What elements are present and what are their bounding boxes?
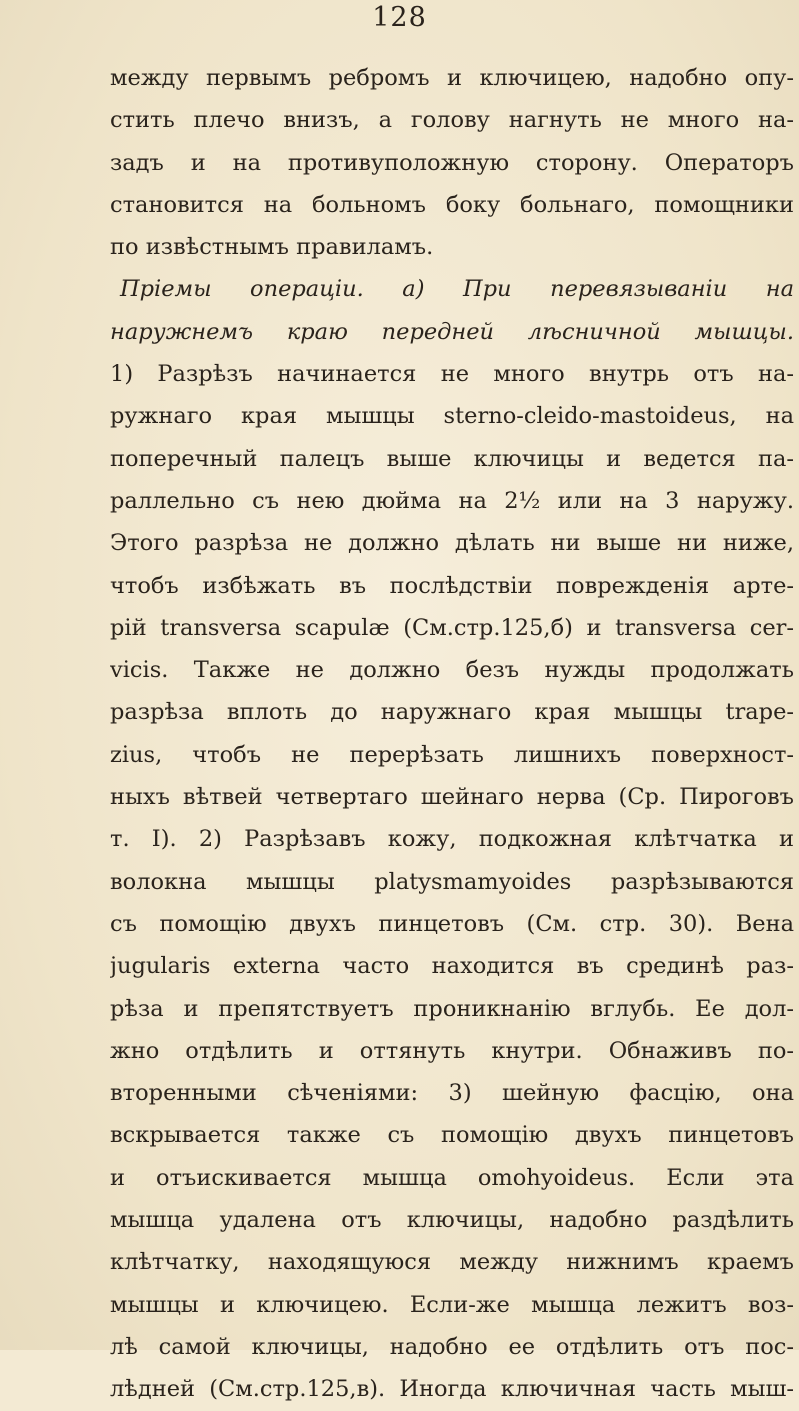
text-line: задъ и на противуположную сторону. Операторъ xyxy=(110,149,794,176)
text-line: разрѣза вплоть до наружнаго края мышцы trape- xyxy=(110,699,794,726)
text-line: ныхъ вѣтвей четвертаго шейнаго нерва (Ср. Пироговъ xyxy=(110,784,794,811)
text-line: ружнаго края мышцы sterno-cleido-mastoideus, на xyxy=(110,403,794,430)
text-line: между первымъ ребромъ и ключицею, надобно опу- xyxy=(110,65,794,91)
text-line: вторенными сѣченіями: 3) шейную фасцію, она xyxy=(110,1080,794,1107)
text-line: волокна мышцы platysmamyoides разрѣзываются xyxy=(110,868,794,895)
text-line: vicis. Также не должно безъ нужды продолжать xyxy=(110,657,794,684)
text-line: jugularis externa часто находится въ срединѣ раз- xyxy=(110,953,794,980)
page-number: 128 xyxy=(372,2,427,33)
text-line: жно отдѣлить и оттянуть кнутри. Обнаживъ по- xyxy=(110,1037,794,1064)
text-line: раллельно съ нею дюйма на 2½ или на 3 наружу. xyxy=(110,487,794,514)
text-line: клѣтчатку, находящуюся между нижнимъ краемъ xyxy=(110,1249,794,1276)
text-line: Этого разрѣза не должно дѣлать ни выше ни ниже, xyxy=(110,530,794,557)
text-line: т. I). 2) Разрѣзавъ кожу, подкожная клѣтчатка и xyxy=(110,826,794,853)
text-line: рѣза и препятствуетъ проникнанію вглубь. Ее дол- xyxy=(110,995,794,1022)
text-line: съ помощію двухъ пинцетовъ (См. стр. 30). Вена xyxy=(110,910,794,937)
text-line: 1) Разрѣзъ начинается не много внутрь отъ на- xyxy=(110,361,794,388)
text-line: рій transversa scapulæ (См.стр.125,б) и transversa cer- xyxy=(110,614,794,641)
body-text xyxy=(110,57,794,1411)
text-line: по извѣстнымъ правиламъ. xyxy=(110,234,434,261)
text-line: вскрывается также съ помощію двухъ пинцетовъ xyxy=(110,1122,794,1149)
text-line: лѣдней (См.стр.125,в). Иногда ключичная часть мыш- xyxy=(110,1376,794,1403)
text-line: мышца удалена отъ ключицы, надобно раздѣлить xyxy=(110,1207,794,1234)
text-line: чтобъ избѣжать въ послѣдствіи поврежденія арте- xyxy=(110,572,794,599)
text-line: мышцы и ключицею. Если-же мышца лежитъ воз- xyxy=(110,1291,794,1318)
section-heading-line: Пріемы операціи. а) При перевязываніи на xyxy=(120,276,794,303)
text-line: становится на больномъ боку больнаго, помощники xyxy=(110,191,794,218)
text-line: поперечный палецъ выше ключицы и ведется па- xyxy=(110,445,794,472)
text-line: и отъискивается мышца omohyoideus. Если эта xyxy=(110,1164,794,1191)
text-line: стить плечо внизъ, а голову нагнуть не много на- xyxy=(110,107,794,134)
section-heading-line: наружнемъ краю передней лѣсничной мышцы. xyxy=(110,318,794,345)
text-line: zius, чтобъ не перерѣзать лишнихъ поверхност- xyxy=(110,741,794,768)
text-line: лѣ самой ключицы, надобно ее отдѣлить отъ пос- xyxy=(110,1333,794,1360)
